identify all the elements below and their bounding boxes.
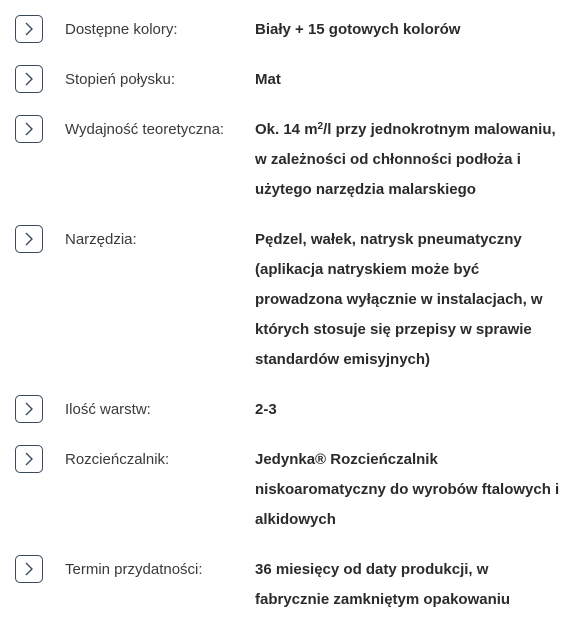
spec-value-prefix: Ok. 14 m — [255, 121, 318, 138]
expand-button[interactable] — [15, 445, 43, 473]
spec-value-suffix: /l przy jednokrotnym malowaniu, w zależności od chłonności podłoża i użytego narzędzia malarskiego — [255, 121, 556, 198]
chevron-right-icon — [23, 232, 35, 246]
spec-label: Rozcieńczalnik: — [65, 451, 170, 468]
spec-value: 36 miesięcy od daty produkcji, w fabrycznie zamkniętym opakowaniu — [255, 561, 511, 608]
expand-button[interactable] — [15, 115, 43, 143]
spec-value: Jedynka® Rozcieńczalnik niskoaromatyczny do wyrobów ftalowych i alkidowych — [255, 451, 560, 528]
spec-label: Ilość warstw: — [65, 401, 151, 418]
spec-value: Mat — [255, 71, 281, 88]
expand-button[interactable] — [15, 225, 43, 253]
chevron-right-icon — [23, 72, 35, 86]
chevron-right-icon — [23, 402, 35, 416]
spec-label: Stopień połysku: — [65, 71, 176, 88]
expand-button[interactable] — [15, 15, 43, 43]
chevron-right-icon — [23, 452, 35, 466]
expand-button[interactable] — [15, 555, 43, 583]
spec-label: Termin przydatności: — [65, 561, 203, 578]
spec-label: Dostępne kolory: — [65, 21, 178, 38]
chevron-right-icon — [23, 562, 35, 576]
chevron-right-icon — [23, 122, 35, 136]
spec-label: Wydajność teoretyczna: — [65, 121, 225, 138]
chevron-right-icon — [23, 22, 35, 36]
spec-value: Biały + 15 gotowych kolorów — [255, 21, 461, 38]
spec-value: 2-3 — [255, 401, 277, 418]
spec-value — [255, 115, 560, 205]
spec-value: Pędzel, wałek, natrysk pneumatyczny (aplikacja natryskiem może być prowadzona wyłącznie w instalacjach, w których stosuje się przepisy w sprawie standardów emisyjnych) — [255, 231, 543, 368]
spec-label: Narzędzia: — [65, 231, 137, 248]
spec-value-superscript: 2 — [317, 121, 324, 132]
expand-button[interactable] — [15, 395, 43, 423]
expand-button[interactable] — [15, 65, 43, 93]
